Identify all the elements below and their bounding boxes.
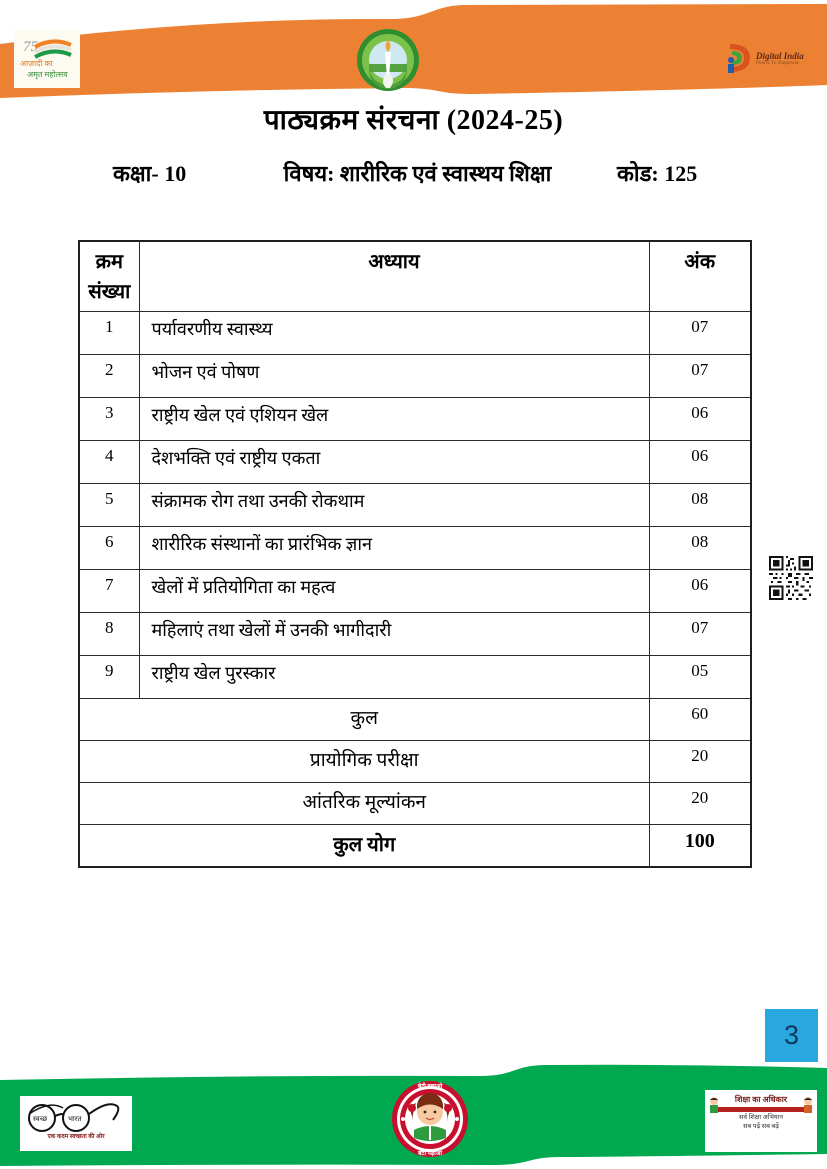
svg-text:अमृत महोत्सव: अमृत महोत्सव [27, 70, 68, 79]
board-emblem-icon [356, 26, 420, 98]
chapter-cell: महिलाएं तथा खेलों में उनकी भागीदारी [139, 613, 649, 656]
serial-cell: 3 [79, 398, 139, 441]
beti-padhao-text: बेटी पढ़ाओ [418, 1151, 442, 1157]
internal-assessment-label: आंतरिक मूल्यांकन [79, 783, 649, 825]
marks-cell: 08 [649, 484, 751, 527]
practical-marks: 20 [649, 741, 751, 783]
table-row [79, 613, 751, 656]
syllabus-table [78, 240, 752, 868]
marks-cell: 06 [649, 441, 751, 484]
marks-cell: 07 [649, 355, 751, 398]
svg-text:भारत: भारत [68, 1115, 82, 1123]
table-row [79, 312, 751, 355]
marks-cell: 07 [649, 613, 751, 656]
grand-total-row [79, 825, 751, 867]
qr-code [769, 556, 813, 600]
digital-india-logo [726, 40, 812, 78]
serial-cell: 1 [79, 312, 139, 355]
practical-label: प्रायोगिक परीक्षा [79, 741, 649, 783]
table-row [79, 656, 751, 699]
total-row [79, 699, 751, 741]
serial-cell: 6 [79, 527, 139, 570]
marks-cell: 06 [649, 570, 751, 613]
total-marks: 60 [649, 699, 751, 741]
chapter-cell: भोजन एवं पोषण [139, 355, 649, 398]
chapter-cell: खेलों में प्रतियोगिता का महत्व [139, 570, 649, 613]
internal-assessment-marks: 20 [649, 783, 751, 825]
rte-kid-right-icon [801, 1096, 815, 1116]
marks-cell: 05 [649, 656, 751, 699]
table-row [79, 570, 751, 613]
digital-india-subtitle: Power To Empower [756, 61, 800, 67]
svg-text:75: 75 [23, 39, 38, 55]
azadi-75-flag-icon [17, 33, 77, 85]
table-header-row [79, 241, 751, 312]
meta-row [0, 158, 827, 188]
serial-cell: 2 [79, 355, 139, 398]
rte-kid-left-icon [707, 1096, 721, 1116]
rte-title: शिक्षा का अधिकार [734, 1095, 788, 1104]
chapter-cell: संक्रामक रोग तथा उनकी रोकथाम [139, 484, 649, 527]
svg-text:आज़ादी का: आज़ादी का [20, 59, 53, 68]
table-row [79, 484, 751, 527]
header-chapter: अध्याय [139, 241, 649, 312]
grand-total-marks: 100 [649, 825, 751, 867]
code-label: कोड: 125 [617, 161, 698, 186]
beti-bachao-girl-icon [388, 1078, 472, 1160]
chapter-cell: पर्यावरणीय स्वास्थ्य [139, 312, 649, 355]
rte-line1: सर्व शिक्षा अभियान [739, 1114, 783, 1121]
marks-cell: 06 [649, 398, 751, 441]
class-label: कक्षा- 10 [113, 161, 187, 186]
swachh-bharat-glasses-icon [20, 1098, 124, 1134]
rte-pencil-kids-icon [713, 1107, 809, 1112]
swachh-bharat-logo [20, 1096, 132, 1151]
chapter-cell: राष्ट्रीय खेल पुरस्कार [139, 656, 649, 699]
table-row [79, 441, 751, 484]
beti-bachao-beti-padhao-logo [388, 1078, 472, 1160]
header-marks: अंक [649, 241, 751, 312]
page-title: पाठ्यक्रम संरचना (2024-25) [263, 105, 564, 136]
svg-text:स्वच्छ: स्वच्छ [33, 1115, 48, 1123]
total-label: कुल [79, 699, 649, 741]
swachh-bharat-tagline: एक कदम स्वच्छता की ओर [47, 1134, 105, 1140]
header-serial: क्रम संख्या [79, 241, 139, 312]
practical-row [79, 741, 751, 783]
chapter-cell: शारीरिक संस्थानों का प्रारंभिक ज्ञान [139, 527, 649, 570]
digital-india-title: Digital India [756, 50, 804, 61]
table-row [79, 355, 751, 398]
serial-cell: 7 [79, 570, 139, 613]
chapter-cell: राष्ट्रीय खेल एवं एशियन खेल [139, 398, 649, 441]
chapter-cell: देशभक्ति एवं राष्ट्रीय एकता [139, 441, 649, 484]
table-row [79, 398, 751, 441]
rte-line2: सब पढ़ें सब बढ़ें [743, 1122, 779, 1130]
digital-india-d-icon [726, 42, 752, 76]
serial-cell: 4 [79, 441, 139, 484]
beti-bachao-text: बेटी बचाओ [417, 1084, 443, 1090]
internal-assessment-row [79, 783, 751, 825]
marks-cell: 07 [649, 312, 751, 355]
serial-cell: 8 [79, 613, 139, 656]
serial-cell: 5 [79, 484, 139, 527]
page-number-badge [765, 1009, 818, 1062]
azadi-amrit-mahotsav-logo [14, 30, 80, 88]
serial-cell: 9 [79, 656, 139, 699]
grand-total-label: कुल योग [79, 825, 649, 867]
marks-cell: 08 [649, 527, 751, 570]
subject-label: विषय: शारीरिक एवं स्वास्थय शिक्षा [283, 161, 552, 186]
page-number: 3 [783, 1020, 800, 1050]
right-to-education-logo [705, 1090, 817, 1152]
table-row [79, 527, 751, 570]
